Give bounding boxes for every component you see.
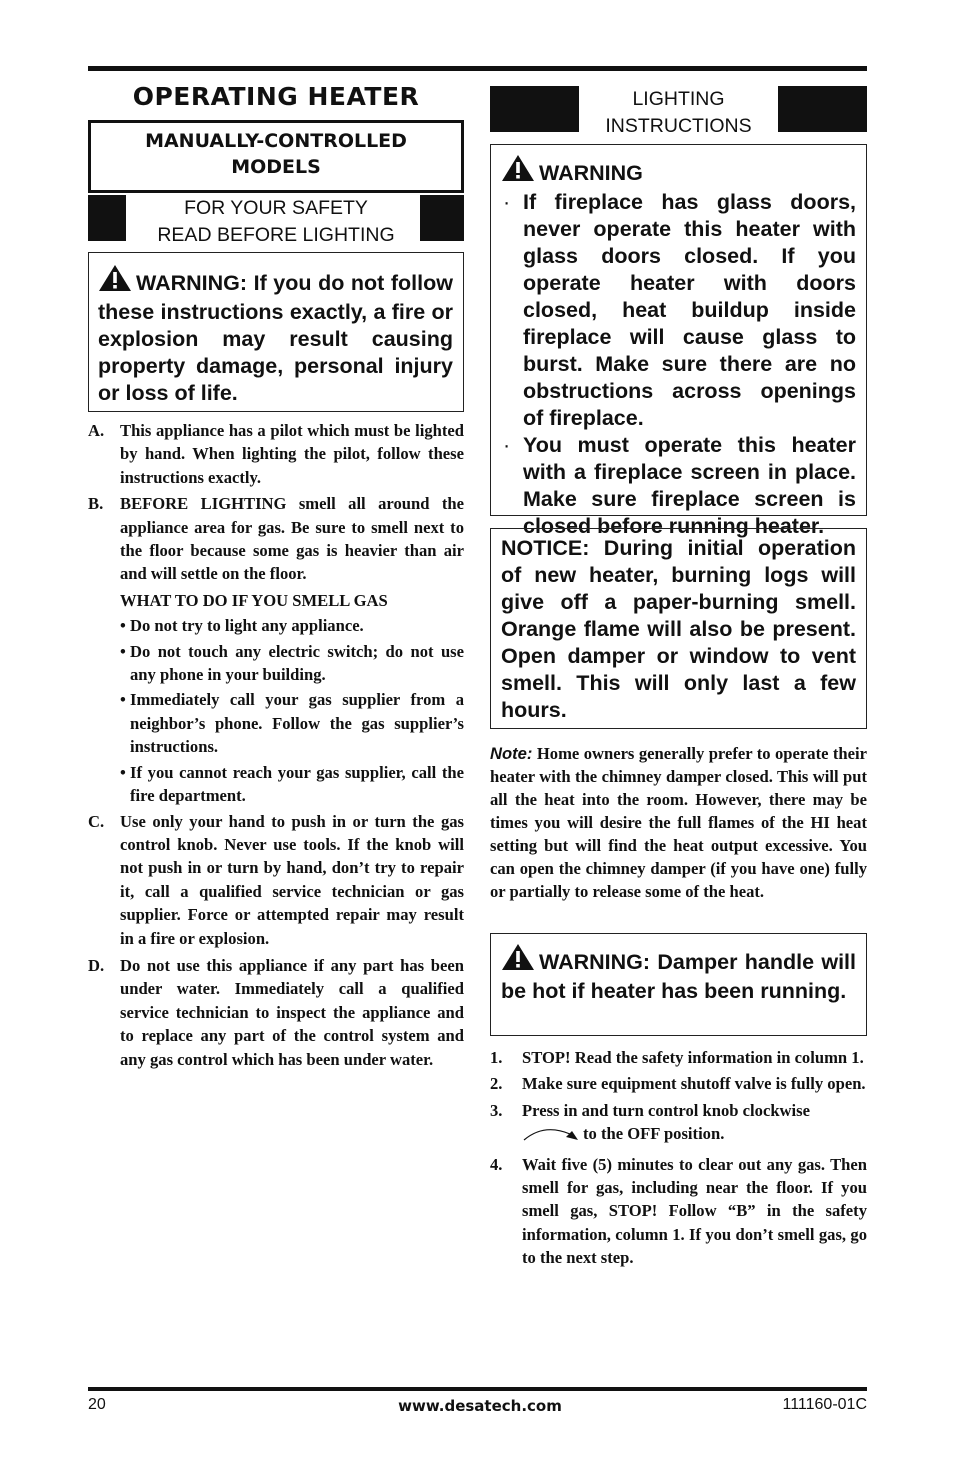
smell-gas-subheading: WHAT TO DO IF YOU SMELL GAS <box>120 590 388 610</box>
list-item-text: Do not use this appliance if any part has been under water. Immediately call a qualified service technician to inspect the appliance and to replace any part of the control system and any gas control which has been under water. <box>120 955 464 1069</box>
step-item <box>490 1072 867 1095</box>
note-paragraph <box>490 742 867 903</box>
page-number: 20 <box>88 1396 106 1413</box>
notice-box <box>490 528 867 729</box>
warning-triangle-icon <box>501 154 535 189</box>
top-rule <box>88 66 867 71</box>
list-item <box>88 954 464 1071</box>
lighting-heading <box>490 86 867 137</box>
bottom-rule <box>88 1387 867 1391</box>
step-number: 4. <box>490 1154 503 1174</box>
safety-heading <box>88 195 464 246</box>
website-url: www.desatech.com <box>398 1397 562 1415</box>
lighting-steps-list <box>490 1046 867 1273</box>
safety-heading-line2: READ BEFORE LIGHTING <box>157 224 395 246</box>
section-title: OPERATING HEATER <box>132 82 420 111</box>
lighting-heading-text <box>490 86 867 140</box>
list-item <box>88 419 464 489</box>
step-text: to the OFF position. <box>583 1124 725 1144</box>
note-text: Home owners generally prefer to operate their heater with the chimney damper closed. This will put all the heat into the room. However, there may be times you will desire the full flames of the HI heat setting but will find the heat output excessive. You can open the chimney damper (if you have one) fully or partially to release some of the heat. <box>490 744 867 901</box>
bullet-item: • Do not try to light any appliance. <box>120 616 364 636</box>
warning-point: · You must operate this heater with a fireplace screen in place. Make sure fireplace screen is closed before running heater. <box>503 433 856 538</box>
clockwise-arrow-icon <box>522 1123 580 1149</box>
step-item <box>490 1046 867 1069</box>
warning-damper-text: WARNING: Damper handle will be hot if heater has been running. <box>501 950 856 1003</box>
safety-list <box>88 419 464 1074</box>
warning-box-glass-doors <box>490 144 867 538</box>
warning-title-text: WARNING <box>539 161 643 185</box>
lighting-heading-line2: INSTRUCTIONS <box>605 115 752 137</box>
step-text: Make sure equipment shutoff valve is fully open. <box>522 1074 866 1094</box>
notice-text: NOTICE: During initial operation of new heater, burning logs will give off a paper-burning smell. Orange flame will also be present. Open damper or window to vent smell. This will only last a few hours. <box>501 536 856 722</box>
document-code: 111160-01C <box>782 1396 867 1413</box>
step-text: Press in and turn control knob clockwise <box>522 1100 810 1120</box>
warning-point: · If fireplace has glass doors, never operate this heater with glass doors closed. If you operate heater with doors closed, heat buildup inside fireplace will cause glass to burst. Make sure there are no obstructions across openings of fireplace. <box>503 190 856 430</box>
warning-fire-text: WARNING: If you do not follow these instructions exactly, a fire or explosion may result causing property damage, personal injury or loss of life. <box>98 271 453 405</box>
step-number: 3. <box>490 1100 503 1120</box>
step-text: Wait five (5) minutes to clear out any gas. Then smell for gas, including near the floor. If you smell gas, STOP! Follow “B” in the safety information, column 1. If you don’t smell gas, go to the next step. <box>522 1154 867 1268</box>
warning-triangle-icon <box>98 264 132 299</box>
bullet-text: Do not touch any electric switch; do not use any phone in your building. <box>130 641 464 685</box>
bullet-text: Immediately call your gas supplier from a neighbor’s phone. Follow the gas supplier’s instructions. <box>130 690 464 757</box>
list-item <box>88 492 464 586</box>
list-item-label: B. <box>88 494 104 514</box>
list-item-text: This appliance has a pilot which must be lighted by hand. When lighting the pilot, follow these instructions exactly. <box>120 421 464 487</box>
lighting-heading-line1: LIGHTING <box>632 88 725 110</box>
warning-box-damper <box>490 933 867 1036</box>
step-number: 1. <box>490 1048 503 1067</box>
bullet-text: If you cannot reach your gas supplier, call the fire department. <box>130 762 464 806</box>
list-item-label: D. <box>88 955 105 975</box>
models-heading-box <box>88 120 464 193</box>
models-heading-line1: MANUALLY-CONTROLLED <box>145 130 407 152</box>
bullet-item: • If you cannot reach your gas supplier, call the fire department. <box>120 762 464 806</box>
list-item-label: A. <box>88 421 105 440</box>
step-item <box>490 1099 867 1150</box>
step-number: 2. <box>490 1074 503 1094</box>
note-label: Note: <box>490 744 533 763</box>
bullet-text: Do not try to light any appliance. <box>130 616 364 636</box>
models-heading-line2: MODELS <box>231 156 321 178</box>
warning-box-fire <box>88 252 464 412</box>
safety-heading-line1: FOR YOUR SAFETY <box>184 197 368 219</box>
bullet-item: • Immediately call your gas supplier from a neighbor’s phone. Follow the gas supplier’s instructions. <box>120 690 464 757</box>
step-text: STOP! Read the safety information in column 1. <box>522 1048 864 1067</box>
step-item <box>490 1153 867 1270</box>
list-item-text: Use only your hand to push in or turn the gas control knob. Never use tools. If the knob will not push in or turn by hand, don’t try to repair it, call a qualified service technician or gas supplier. Force or attempted repair may result in a fire or explosion. <box>120 811 464 948</box>
warning-point-text: You must operate this heater with a fireplace screen in place. Make sure fireplace screen is closed before running heater. <box>523 433 856 538</box>
list-item <box>88 810 464 950</box>
warning-title <box>501 154 856 189</box>
warning-triangle-icon <box>501 943 535 978</box>
bullet-item: • Do not touch any electric switch; do not use any phone in your building. <box>120 641 464 685</box>
list-item-text: BEFORE LIGHTING smell all around the appliance area for gas. Be sure to smell next to the floor because some gas is heavier than air and will settle on the floor. <box>120 494 464 584</box>
list-item-label: C. <box>88 811 105 831</box>
safety-heading-text <box>88 195 464 249</box>
warning-point-text: If fireplace has glass doors, never operate this heater with glass doors closed. If you operate heater with doors closed, heat buildup inside fireplace will cause glass to burst. Make sure there are no obstructions across openings of fireplace. <box>523 190 856 430</box>
